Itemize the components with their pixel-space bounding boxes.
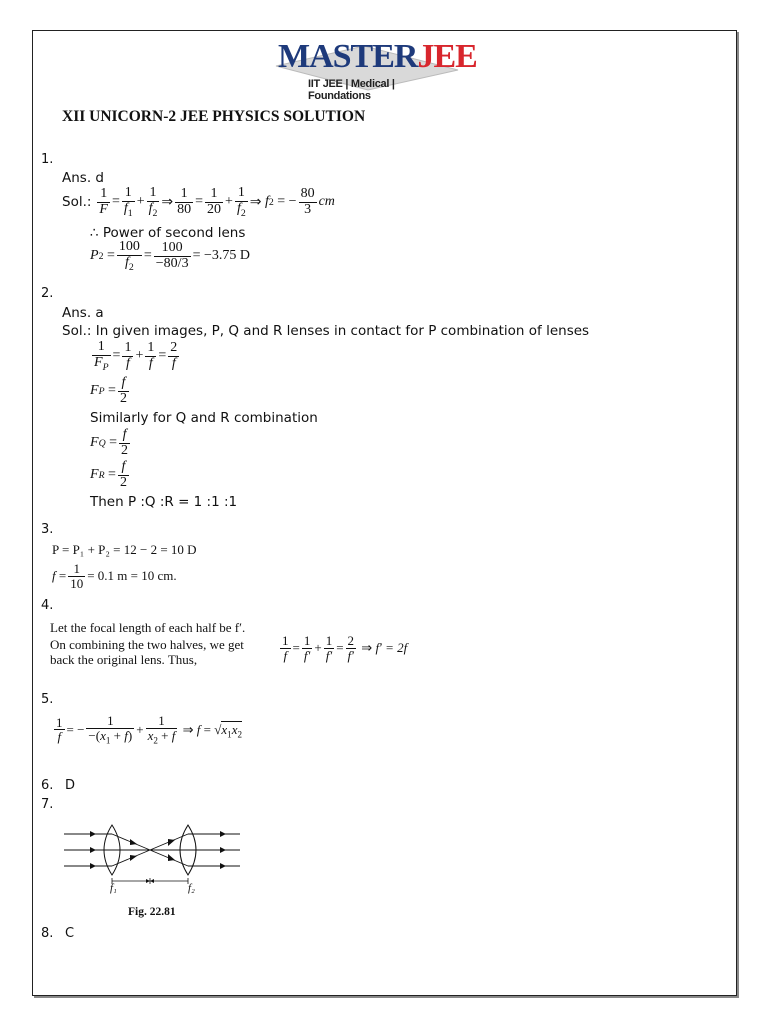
q1-number: 1. xyxy=(41,152,54,167)
label-f1: f₁ xyxy=(110,882,117,894)
q5-number: 5. xyxy=(41,692,54,707)
q4-equation: $\frac{1}{f}$ = $\frac{1}{f'}$ + $\frac{1}{f'}$ = $\frac{2}{f'}$ ⇒ f′ = 2f xyxy=(282,633,408,663)
label-f2: f₂ xyxy=(188,882,195,894)
q2-similarly-text: Similarly for Q and R combination xyxy=(90,410,318,426)
q8-number: 8. xyxy=(41,926,54,941)
q2-answer: Ans. a xyxy=(62,305,104,321)
q2-ratio-text: Then P :Q :R = 1 :1 :1 xyxy=(90,494,238,510)
q2-solution-text: Sol.: In given images, P, Q and R lenses in contact for P combination of lenses xyxy=(62,323,590,339)
q4-line-3: back the original lens. Thus, xyxy=(50,652,198,667)
q3-number: 3. xyxy=(41,522,54,537)
q5-equation: $\frac{1}{f}$ = − $\frac{1}{-(x_1 + f)}$ + $\frac{1}{x_2 + f}$ ⇒ f = √ $x_1x_2$ xyxy=(56,713,243,746)
q1-power-text: ∴ Power of second lens xyxy=(90,225,246,241)
q3-line-1: P = P₁ + P₂ = 12 − 2 = 10 D xyxy=(52,542,197,557)
q6-number: 6. xyxy=(41,778,54,793)
q2-equation-fq: F Q = $\frac{f}{2}$ xyxy=(90,427,129,458)
q1-power-equation: P 2 = $\frac{100}{f_2}$ = $\frac{100}{-80/3}$ = −3.75 D xyxy=(90,239,250,273)
q3-line-2: f = $\frac{1}{10}$ = 0.1 m = 10 cm. xyxy=(52,561,177,591)
q2-equation-1: $\frac{1}{F_P}$ = $\frac{1}{f}$ + $\frac{1}{f}$ = $\frac{2}{f}$ xyxy=(94,339,178,373)
q6-answer: D xyxy=(65,778,76,793)
q7-number: 7. xyxy=(41,797,54,812)
document-title: XII UNICORN-2 JEE PHYSICS SOLUTION xyxy=(62,108,366,125)
q2-number: 2. xyxy=(41,286,54,301)
q4-line-2: On combining the two halves, we get xyxy=(50,637,244,652)
q1-equation: Sol.: $\frac{1}{F}$ = $\frac{1}{f_1}$ + $\frac{1}{f_2}$ ⇒ $\frac{1}{80}$ = $\frac{1}{20}$ + $\frac{1}{f_2}$ ⇒ f 2 = − $\frac{80}{3}$ cm xyxy=(62,185,335,219)
q8-answer: C xyxy=(65,926,75,941)
q2-equation-fr: F R = $\frac{f}{2}$ xyxy=(90,459,127,490)
q1-answer: Ans. d xyxy=(62,170,104,186)
q4-number: 4. xyxy=(41,598,54,613)
q4-line-1: Let the focal length of each half be f′. xyxy=(50,620,246,635)
lens-ray-diagram xyxy=(60,820,245,900)
figure-caption: Fig. 22.81 xyxy=(128,906,176,918)
masterjee-logo: MASTERJEE IIT JEE | Medical | Foundations xyxy=(278,38,477,102)
q2-equation-fp: F P = $\frac{f}{2}$ xyxy=(90,375,127,406)
